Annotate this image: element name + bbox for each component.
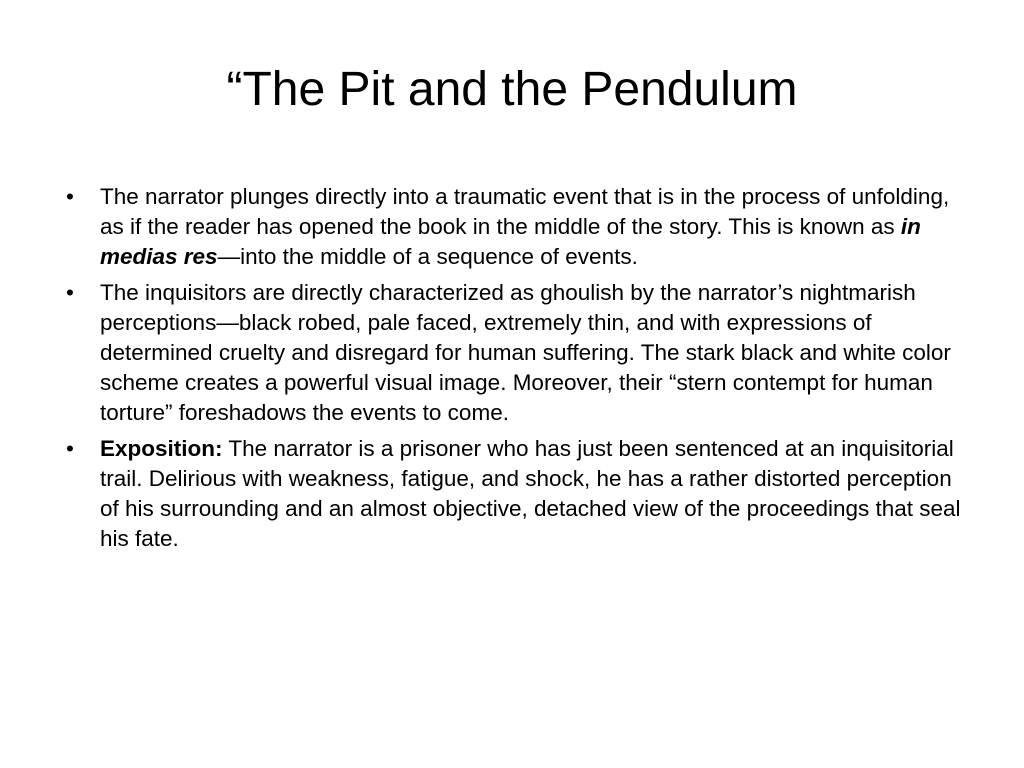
bullet-item-exposition — [60, 434, 970, 554]
bullet-dot-icon: • — [66, 184, 74, 209]
exposition-label: Exposition: — [100, 436, 223, 461]
bullet-text-part1: The narrator plunges directly into a traumatic event that is in the process of unfolding, as if the reader has opened the book in the middle of the story. This is known as — [100, 184, 950, 239]
bullet-dot-icon: • — [66, 280, 74, 305]
emphasis-in-medias-res: in medias res — [100, 214, 921, 269]
bullet-text: The narrator is a prisoner who has just been sentenced at an inquisitorial trail. Delirious with weakness, fatigue, and shock, he has a rather distorted perception of his surrounding and an almost objective, detached view of the proceedings that seal his fate. — [100, 436, 961, 551]
bullet-list — [60, 182, 970, 560]
bullet-item-in-medias-res — [60, 182, 970, 272]
bullet-dot-icon: • — [66, 436, 74, 461]
bullet-text-part2: —into the middle of a sequence of events. — [217, 244, 638, 269]
bullet-item-inquisitors — [60, 278, 970, 428]
slide-title: “The Pit and the Pendulum — [226, 63, 798, 116]
bullet-text: The inquisitors are directly characterized as ghoulish by the narrator’s nightmarish perceptions—black robed, pale faced, extremely thin, and with expressions of determined cruelty and disregard for human suffering. The stark black and white color scheme creates a powerful visual image. Moreover, their “stern contempt for human torture” foreshadows the events to come. — [100, 280, 951, 425]
